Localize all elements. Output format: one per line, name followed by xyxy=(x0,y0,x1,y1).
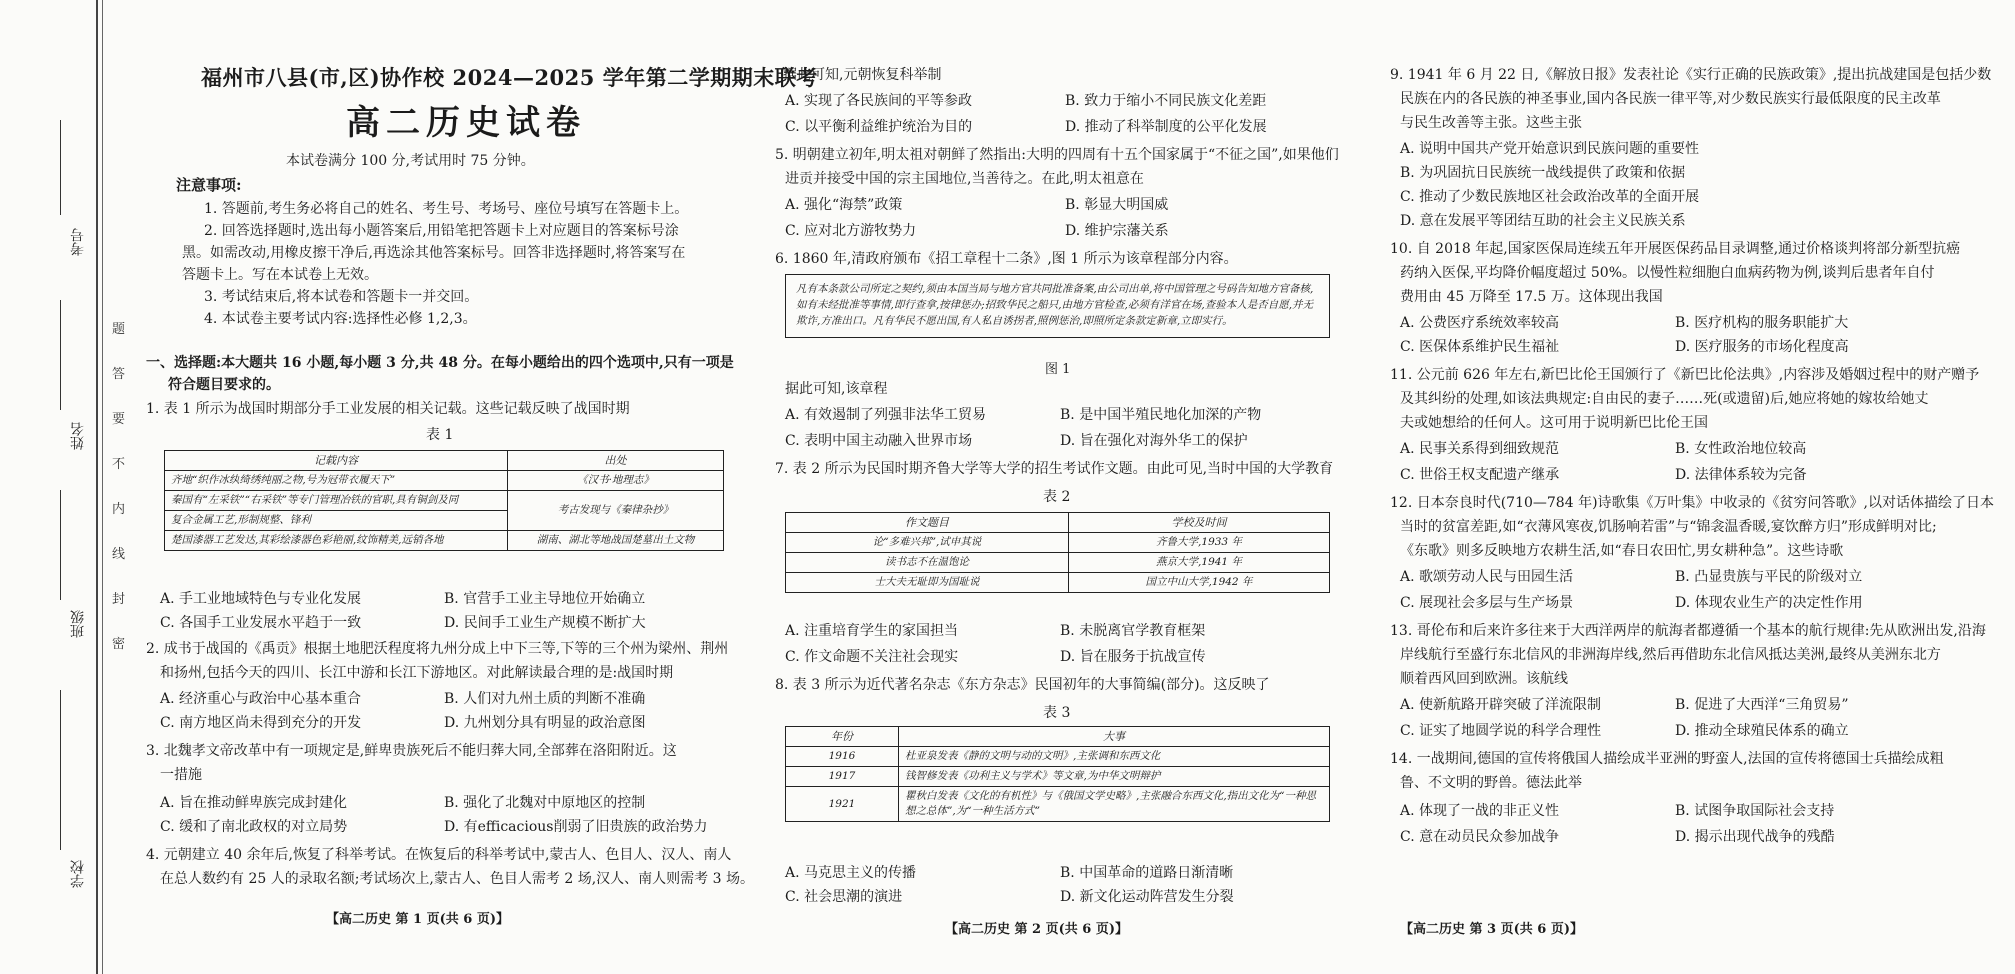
q11-option-b: B. 女性政治地位较高 xyxy=(1675,441,1807,457)
table-cell: 钱智修发表《功利主义与学术》等文章,为中华文明辩护 xyxy=(899,767,1330,787)
q11-stem: 11. 公元前 626 年左右,新巴比伦王国颁行了《新巴比伦法典》,内容涉及婚姻过程中的财产赠予 xyxy=(1390,367,1980,383)
table-cell: 1921 xyxy=(786,787,899,822)
figure-1-caption: 图 1 xyxy=(1045,362,1071,377)
q4-option-c: C. 以平衡利益维护统治为目的 xyxy=(785,119,973,135)
q5-stem-cont: 进贡并接受中国的宗主国地位,当善待之。在此,明太祖意在 xyxy=(785,171,1144,187)
q14-option-d: D. 揭示出现代战争的残酷 xyxy=(1675,829,1835,845)
q14-stem: 14. 一战期间,德国的宣传将俄国人描绘成半亚洲的野蛮人,法国的宣传将德国士兵描绘成粗 xyxy=(1390,751,1944,767)
table-cell: 杜亚泉发表《静的文明与动的文明》,主张调和东西文化 xyxy=(899,747,1330,767)
table-cell: 楚国漆器工艺发达,其彩绘漆器色彩艳丽,纹饰精美,远销各地 xyxy=(165,531,508,551)
note-line: 4. 本试卷主要考试内容:选择性必修 1,2,3。 xyxy=(204,311,477,327)
table-cell: 考古发现与《秦律杂抄》 xyxy=(508,491,724,531)
q1-option-a: A. 手工业地域特色与专业化发展 xyxy=(160,591,362,607)
q10-option-d: D. 医疗服务的市场化程度高 xyxy=(1675,339,1849,355)
q1-stem: 1. 表 1 所示为战国时期部分手工业发展的相关记载。这些记载反映了战国时期 xyxy=(146,401,630,417)
table-cell: 湖南、湖北等地战国楚墓出土文物 xyxy=(508,531,724,551)
page-footer-1: 【高二历史 第 1 页(共 6 页)】 xyxy=(326,912,510,927)
q11-option-c: C. 世俗王权支配遗产继承 xyxy=(1400,467,1560,483)
q12-option-d: D. 体现农业生产的决定性作用 xyxy=(1675,595,1863,611)
side-blank-line xyxy=(60,690,61,850)
q3-option-d: D. 有efficacious削弱了旧贵族的政治势力 xyxy=(444,819,708,835)
table-2 xyxy=(785,512,1330,593)
table-cell: 国立中山大学,1942 年 xyxy=(1069,573,1330,593)
q12-stem: 12. 日本奈良时代(710—784 年)诗歌集《万叶集》中收录的《贫穷问答歌》,以对话体描绘了日本 xyxy=(1390,495,1994,511)
q3-stem: 3. 北魏孝文帝改革中有一项规定是,鲜卑贵族死后不能归葬大同,全部葬在洛阳附近。这 xyxy=(146,743,677,759)
table-cell: 1916 xyxy=(786,747,899,767)
seal-warning-char: 不 xyxy=(112,457,126,472)
exam-meta: 本试卷满分 100 分,考试用时 75 分钟。 xyxy=(286,153,535,169)
side-label-school: 学校 xyxy=(70,860,86,888)
q6-option-a: A. 有效遏制了列强非法华工贸易 xyxy=(785,407,987,423)
q1-option-d: D. 民间手工业生产规模不断扩大 xyxy=(444,615,646,631)
table-cell: 秦国有“左采铁”“右采铁”等专门管理冶铁的官职,具有铜剑及同 xyxy=(165,491,508,511)
q14-option-a: A. 体现了一战的非正义性 xyxy=(1400,803,1560,819)
seal-warning-char: 密 xyxy=(112,637,126,652)
seal-warning-char: 线 xyxy=(112,547,126,562)
seal-warning-char: 答 xyxy=(112,367,126,382)
q7-option-c: C. 作文命题不关注社会现实 xyxy=(785,649,959,665)
q5-option-d: D. 维护宗藩关系 xyxy=(1065,223,1169,239)
q7-option-d: D. 旨在服务于抗战宣传 xyxy=(1060,649,1206,665)
q6-option-b: B. 是中国半殖民地化加深的产物 xyxy=(1060,407,1262,423)
q9-stem-cont: 民族在内的各民族的神圣事业,国内各民族一律平等,对少数民族实行最低限度的民主改革 xyxy=(1400,91,1941,107)
q10-option-b: B. 医疗机构的服务职能扩大 xyxy=(1675,315,1849,331)
q9-option-b: B. 为巩固抗日民族统一战线提供了政策和依据 xyxy=(1400,165,1686,181)
q8-option-b: B. 中国革命的道路日渐清晰 xyxy=(1060,865,1234,881)
q11-option-d: D. 法律体系较为完备 xyxy=(1675,467,1807,483)
q6-stem: 6. 1860 年,清政府颁布《招工章程十二条》,图 1 所示为该章程部分内容。 xyxy=(775,251,1238,267)
q14-option-c: C. 意在动员民众参加战争 xyxy=(1400,829,1560,845)
q6-option-d: D. 旨在强化对海外华工的保护 xyxy=(1060,433,1248,449)
q4-stem: 4. 元朝建立 40 余年后,恢复了科举考试。在恢复后的科举考试中,蒙古人、色目人、汉人、南人 xyxy=(146,847,732,863)
side-label-class: 班级 xyxy=(70,610,86,638)
table-3-caption: 表 3 xyxy=(1043,705,1071,721)
q4-option-a: A. 实现了各民族间的平等参政 xyxy=(785,93,973,109)
page-2 xyxy=(775,0,1339,974)
q10-stem-cont: 费用由 45 万降至 17.5 万。这体现出我国 xyxy=(1400,289,1663,305)
q13-stem-cont: 岸线航行至盛行东北信风的非洲海岸线,然后再借助东北信风抵达美洲,最终从美洲东北方 xyxy=(1400,647,1941,663)
q12-option-b: B. 凸显贵族与平民的阶级对立 xyxy=(1675,569,1863,585)
q9-option-d: D. 意在发展平等团结互助的社会主义民族关系 xyxy=(1400,213,1686,229)
table-header-cell: 记载内容 xyxy=(165,451,508,471)
table-header-cell: 学校及时间 xyxy=(1069,513,1330,533)
q9-option-c: C. 推动了少数民族地区社会政治改革的全面开展 xyxy=(1400,189,1700,205)
q7-option-a: A. 注重培育学生的家国担当 xyxy=(785,623,959,639)
q5-option-b: B. 彰显大明国威 xyxy=(1065,197,1169,213)
side-label-kaohao: 考号 xyxy=(70,228,86,256)
table-cell: 齐鲁大学,1933 年 xyxy=(1069,533,1330,553)
q12-option-a: A. 歌颂劳动人民与田园生活 xyxy=(1400,569,1574,585)
table-header-cell: 作文题目 xyxy=(786,513,1069,533)
q9-option-a: A. 说明中国共产党开始意识到民族问题的重要性 xyxy=(1400,141,1700,157)
page-footer-2: 【高二历史 第 2 页(共 6 页)】 xyxy=(945,922,1129,937)
seal-warning-char: 封 xyxy=(112,592,126,607)
table-header-cell: 大事 xyxy=(899,727,1330,747)
q2-option-c: C. 南方地区尚未得到充分的开发 xyxy=(160,715,362,731)
q10-option-a: A. 公费医疗系统效率较高 xyxy=(1400,315,1560,331)
q5-stem: 5. 明朝建立初年,明太祖对朝鲜了然指出:大明的四周有十五个国家属于“不征之国”,如果他们 xyxy=(775,147,1339,163)
table-header-cell: 出处 xyxy=(508,451,724,471)
q13-option-d: D. 推动全球殖民体系的确立 xyxy=(1675,723,1849,739)
note-line: 1. 答题前,考生务必将自己的姓名、考生号、考场号、座位号填写在答题卡上。 xyxy=(204,201,689,217)
exam-school-header: 福州市八县(市,区)协作校 2024—2025 学年第二学期期末联考 xyxy=(201,65,818,90)
q4-option-d: D. 推动了科举制度的公平化发展 xyxy=(1065,119,1267,135)
note-line: 答题卡上。写在本试卷上无效。 xyxy=(182,267,378,283)
table-cell: 《汉书·地理志》 xyxy=(508,471,724,491)
note-line: 黑。如需改动,用橡皮擦干净后,再选涂其他答案标号。回答非选择题时,将答案写在 xyxy=(182,245,686,261)
binding-line xyxy=(96,0,98,974)
q11-stem-cont: 夫或她想给的任何人。这可用于说明新巴比伦王国 xyxy=(1400,415,1708,431)
q12-option-c: C. 展现社会多层与生产场景 xyxy=(1400,595,1574,611)
side-blank-line xyxy=(60,300,61,410)
table-cell: 士大夫无耻即为国耻说 xyxy=(786,573,1069,593)
q13-option-a: A. 使新航路开辟突破了洋流限制 xyxy=(1400,697,1602,713)
q12-stem-cont: 当时的贫富差距,如“衣薄风寒夜,饥肠响若雷”与“锦衾温香暖,宴饮醉方归”形成鲜明对比; xyxy=(1400,519,1937,535)
q2-stem: 2. 成书于战国的《禹贡》根据土地肥沃程度将九州分成上中下三等,下等的三个州为梁州、荆州 xyxy=(146,641,729,657)
note-line: 3. 考试结束后,将本试卷和答题卡一并交回。 xyxy=(204,289,479,305)
table-cell: 瞿秋白发表《文化的有机性》与《俄国文学史略》,主张融合东西文化,指出文化为“一种思想之总体”,为“一种生活方式” xyxy=(899,787,1330,822)
binding-line-inner xyxy=(102,0,103,974)
side-blank-line xyxy=(60,120,61,215)
seal-warning-char: 内 xyxy=(112,502,126,517)
table-2-caption: 表 2 xyxy=(1043,489,1071,505)
table-3 xyxy=(785,726,1330,822)
q10-stem-cont: 药纳入医保,平均降价幅度超过 50%。以慢性粒细胞白血病药物为例,谈判后患者年自付 xyxy=(1400,265,1935,281)
q5-option-c: C. 应对北方游牧势力 xyxy=(785,223,917,239)
q9-stem-cont: 与民生改善等主张。这些主张 xyxy=(1400,115,1582,131)
table-1 xyxy=(164,450,724,551)
q8-option-c: C. 社会思潮的演进 xyxy=(785,889,903,905)
q4-option-b: B. 致力于缩小不同民族文化差距 xyxy=(1065,93,1267,109)
table-cell: 论“多难兴邦”,试申其说 xyxy=(786,533,1069,553)
side-label-name: 姓名 xyxy=(70,422,86,450)
section-heading: 一、选择题:本大题共 16 小题,每小题 3 分,共 48 分。在每小题给出的四个选项中,只有一项是 xyxy=(146,355,734,371)
q13-stem: 13. 哥伦布和后来许多往来于大西洋两岸的航海者都遵循一个基本的航行规律:先从欧洲出发,沿海 xyxy=(1390,623,1986,639)
q7-stem: 7. 表 2 所示为民国时期齐鲁大学等大学的招生考试作文题。由此可见,当时中国的大学教育 xyxy=(775,461,1334,477)
table-header-cell: 年份 xyxy=(786,727,899,747)
q3-option-c: C. 缓和了南北政权的对立局势 xyxy=(160,819,348,835)
table-cell: 1917 xyxy=(786,767,899,787)
q14-stem-cont: 鲁、不文明的野兽。德法此举 xyxy=(1400,775,1582,791)
q13-option-c: C. 证实了地圆学说的科学合理性 xyxy=(1400,723,1602,739)
q8-stem: 8. 表 3 所示为近代著名杂志《东方杂志》民国初年的大事简编(部分)。这反映了 xyxy=(775,677,1270,693)
exam-title: 高二历史试卷 xyxy=(346,103,586,143)
q2-option-b: B. 人们对九州土质的判断不准确 xyxy=(444,691,646,707)
page-footer-3: 【高二历史 第 3 页(共 6 页)】 xyxy=(1400,922,1584,937)
table-cell: 燕京大学,1941 年 xyxy=(1069,553,1330,573)
q1-option-b: B. 官营手工业主导地位开始确立 xyxy=(444,591,646,607)
q14-option-b: B. 试图争取国际社会支持 xyxy=(1675,803,1835,819)
q9-stem: 9. 1941 年 6 月 22 日,《解放日报》发表社论《实行正确的民族政策》,提出抗战建国是包括少数 xyxy=(1390,67,1992,83)
q4-stem-end: 据此可知,元朝恢复科举制 xyxy=(783,67,942,83)
page-1 xyxy=(146,0,818,974)
q3-option-a: A. 旨在推动鲜卑族完成封建化 xyxy=(160,795,348,811)
q6-option-c: C. 表明中国主动融入世界市场 xyxy=(785,433,973,449)
side-blank-line xyxy=(60,490,61,600)
q11-stem-cont: 及其纠纷的处理,如该法典规定:自由民的妻子……死(或遗留)后,她应将她的嫁妆给她丈 xyxy=(1400,391,1929,407)
q13-stem-cont: 顺着西风回到欧洲。该航线 xyxy=(1400,671,1568,687)
q5-option-a: A. 强化“海禁”政策 xyxy=(785,197,903,213)
q8-option-a: A. 马克思主义的传播 xyxy=(785,865,917,881)
q7-option-b: B. 未脱离官学教育框架 xyxy=(1060,623,1206,639)
q10-option-c: C. 医保体系维护民生福祉 xyxy=(1400,339,1560,355)
q3-option-b: B. 强化了北魏对中原地区的控制 xyxy=(444,795,646,811)
q1-option-c: C. 各国手工业发展水平趋于一致 xyxy=(160,615,362,631)
q2-option-d: D. 九州划分具有明显的政治意图 xyxy=(444,715,646,731)
q11-option-a: A. 民事关系得到细致规范 xyxy=(1400,441,1560,457)
q13-option-b: B. 促进了大西洋“三角贸易” xyxy=(1675,697,1849,713)
q2-stem-cont: 和扬州,包括今天的四川、长江中游和长江下游地区。对此解读最合理的是:战国时期 xyxy=(160,665,674,681)
q4-stem-cont: 在总人数约有 25 人的录取名额;考试场次上,蒙古人、色目人需考 2 场,汉人、南人则需考 3 场。 xyxy=(160,871,754,887)
seal-warning-char: 题 xyxy=(112,322,126,337)
q8-option-d: D. 新文化运动阵营发生分裂 xyxy=(1060,889,1234,905)
q6-stem-end: 据此可知,该章程 xyxy=(785,381,888,397)
q10-stem: 10. 自 2018 年起,国家医保局连续五年开展医保药品目录调整,通过价格谈判将部分新型抗癌 xyxy=(1390,241,1961,257)
table-cell: 复合金属工艺,形制规整、锋利 xyxy=(165,511,508,531)
seal-warning-char: 要 xyxy=(112,412,126,427)
note-line: 2. 回答选择题时,选出每小题答案后,用铅笔把答题卡上对应题目的答案标号涂 xyxy=(204,223,679,239)
notes-title: 注意事项: xyxy=(176,176,242,194)
q2-option-a: A. 经济重心与政治中心基本重合 xyxy=(160,691,362,707)
q3-stem-cont: 一措施 xyxy=(160,767,202,783)
table-1-caption: 表 1 xyxy=(426,427,454,443)
page-3 xyxy=(1390,0,1994,974)
section-heading-cont: 符合题目要求的。 xyxy=(168,377,280,393)
q12-stem-cont: 《东歌》则多反映地方农耕生活,如“春日农田忙,男女耕种急”。这些诗歌 xyxy=(1400,543,1844,559)
figure-1-excerpt: 凡有本条款公司所定之契约,须由本国当局与地方官共同批准备案,由公司出单,将中国管理之号码告知地方官备核,如有未经批准等事情,即行查拿,按律惩办;招致华民之船只,由地方官检查,必须有洋官在场,查验本人是否自愿,并无欺诈,方准出口。凡有华民不愿出国,有人私自诱拐者,照例惩治,即照所定条款定新章,立即实行。 xyxy=(785,274,1330,338)
table-cell: 齐地“织作冰纨绮绣纯丽之物,号为冠带衣履天下” xyxy=(165,471,508,491)
table-cell: 读书志不在温饱论 xyxy=(786,553,1069,573)
